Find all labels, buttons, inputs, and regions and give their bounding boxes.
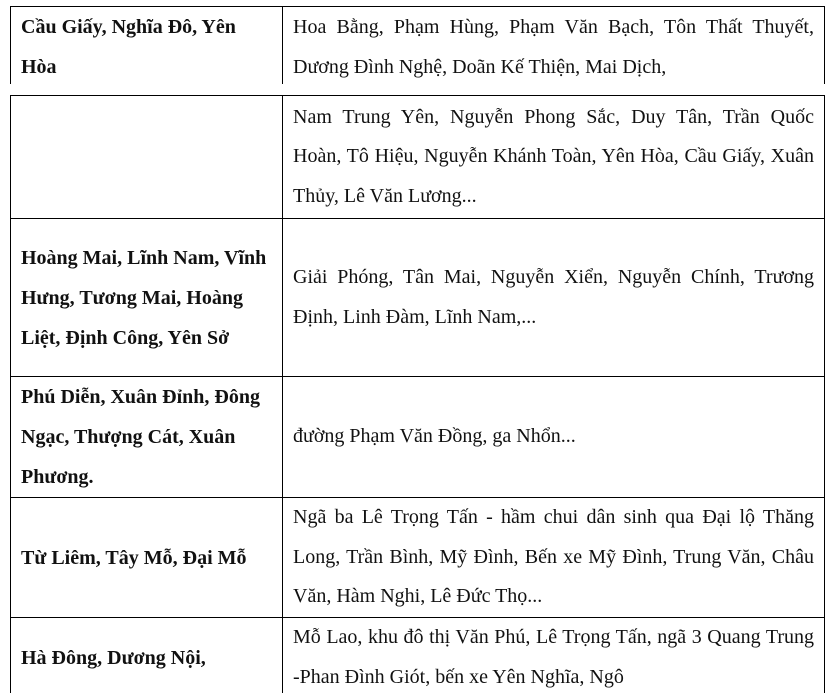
streets-cell: Nam Trung Yên, Nguyễn Phong Sắc, Duy Tân, Trần Quốc Hoàn, Tô Hiệu, Nguyễn Khánh Toàn, Yên Hòa, Cầu Giấy, Xuân Thủy, Lê Văn Lương... xyxy=(283,96,825,219)
streets-cell: Giải Phóng, Tân Mai, Nguyễn Xiển, Nguyễn Chính, Trương Định, Linh Đàm, Lĩnh Nam,... xyxy=(283,219,825,377)
table-row xyxy=(11,618,825,693)
streets-cell: Ngã ba Lê Trọng Tấn - hầm chui dân sinh qua Đại lộ Thăng Long, Trần Bình, Mỹ Đình, Bến xe Mỹ Đình, Trung Văn, Châu Văn, Hàm Nghi, Lê Đức Thọ... xyxy=(283,498,825,618)
page-gap xyxy=(0,84,830,95)
district-cell: Hà Đông, Dương Nội, xyxy=(11,618,283,693)
table-row xyxy=(11,7,825,88)
district-cell: Phú Diễn, Xuân Đỉnh, Đông Ngạc, Thượng Cát, Xuân Phương. xyxy=(11,377,283,498)
table-row xyxy=(11,96,825,219)
district-street-table-top xyxy=(10,6,825,88)
district-street-table xyxy=(10,95,825,693)
table-row xyxy=(11,219,825,377)
district-cell: Cầu Giấy, Nghĩa Đô, Yên Hòa xyxy=(11,7,283,88)
streets-cell: Mỗ Lao, khu đô thị Văn Phú, Lê Trọng Tấn, ngã 3 Quang Trung -Phan Đình Giót, bến xe Yên Nghĩa, Ngô xyxy=(283,618,825,693)
district-cell: Từ Liêm, Tây Mỗ, Đại Mỗ xyxy=(11,498,283,618)
streets-cell: đường Phạm Văn Đồng, ga Nhổn... xyxy=(283,377,825,498)
district-cell-empty xyxy=(11,96,283,219)
district-cell: Hoàng Mai, Lĩnh Nam, Vĩnh Hưng, Tương Mai, Hoàng Liệt, Định Công, Yên Sở xyxy=(11,219,283,377)
table-row xyxy=(11,377,825,498)
streets-cell: Hoa Bằng, Phạm Hùng, Phạm Văn Bạch, Tôn Thất Thuyết, Dương Đình Nghệ, Doãn Kế Thiện, Mai Dịch, xyxy=(283,7,825,88)
table-row xyxy=(11,498,825,618)
